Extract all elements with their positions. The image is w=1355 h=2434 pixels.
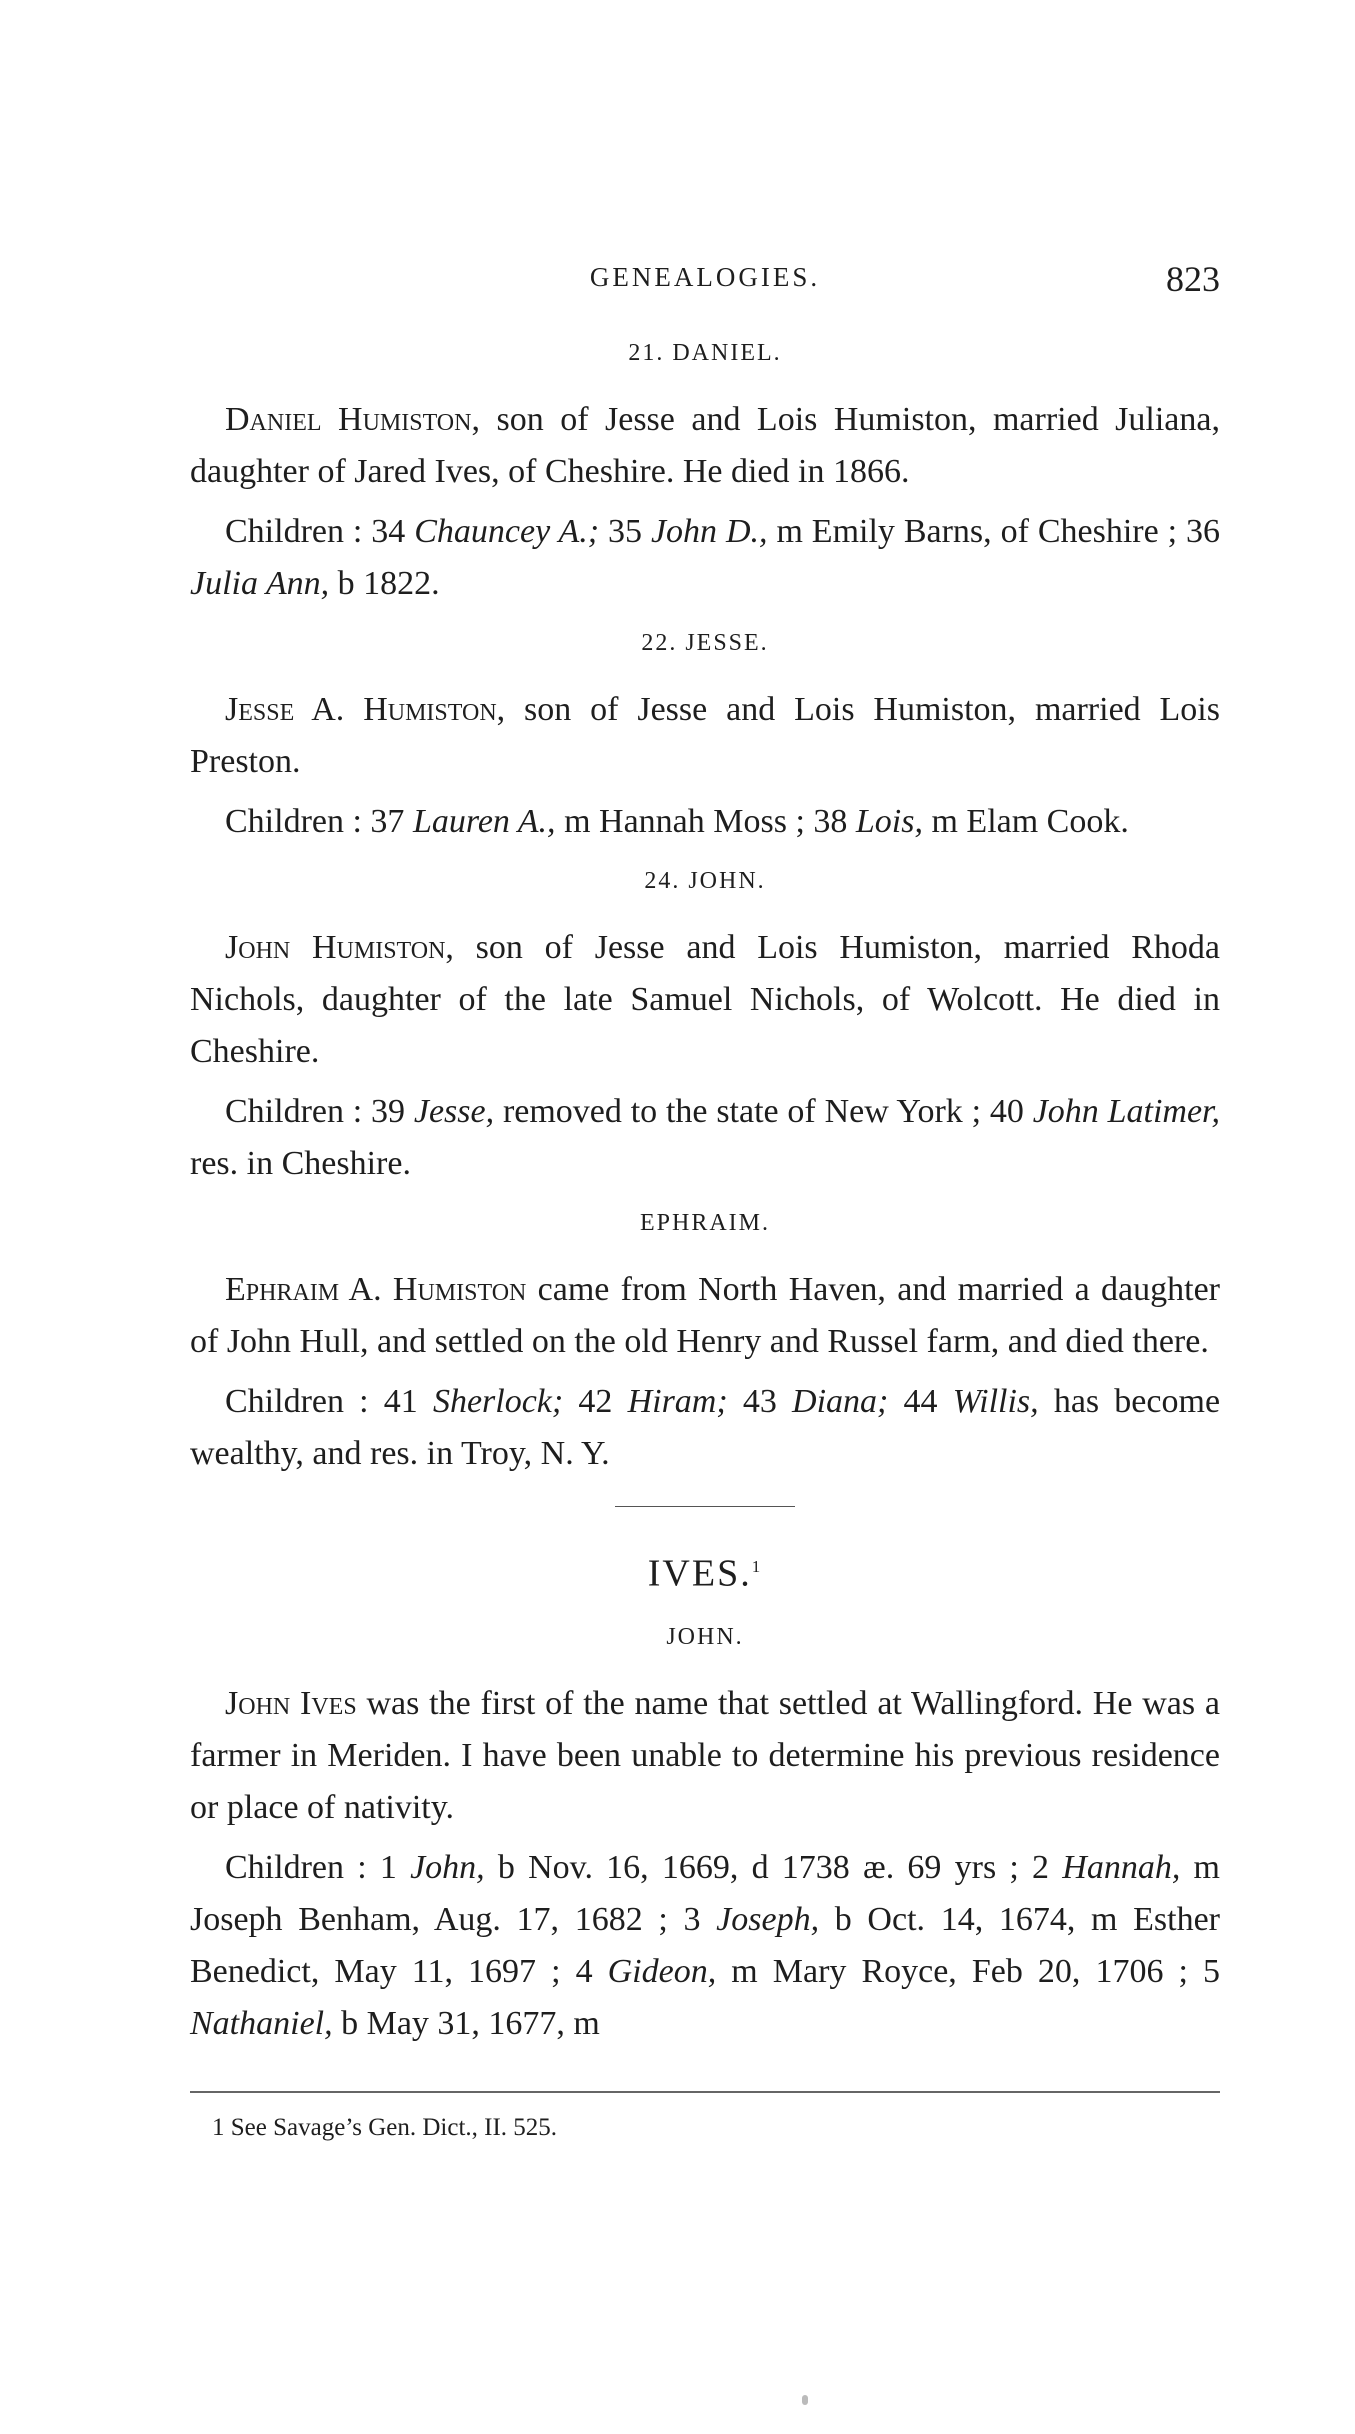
paragraph-jesse-children bbox=[190, 796, 1220, 848]
paragraph-text: son of Jesse and Lois Humiston, married Juliana, daughter of Jared Ives, of Cheshire. He died in 1866. bbox=[190, 401, 1220, 490]
page-number: 823 bbox=[1166, 259, 1220, 299]
footnote: 1 See Savage’s Gen. Dict., II. 525. bbox=[212, 2114, 558, 2141]
child-name: Hiram; bbox=[627, 1383, 728, 1420]
child-name: Gideon, bbox=[607, 1952, 717, 1990]
running-title: GENEALOGIES. bbox=[589, 262, 821, 292]
paragraph-daniel-children bbox=[190, 506, 1220, 610]
paragraph-daniel-bio bbox=[190, 394, 1220, 498]
running-head bbox=[190, 258, 1220, 302]
child-name: John Latimer, bbox=[1032, 1093, 1221, 1130]
text-run: b 1822. bbox=[329, 565, 440, 602]
text-run: Children : 34 bbox=[225, 513, 415, 550]
text-run: 44 bbox=[888, 1383, 953, 1420]
paragraph-text: was the first of the name that settled at Wallingford. He was a farmer in Meriden. I have been unable to determine his previous residence or place of nativity. bbox=[190, 1684, 1221, 1826]
child-name: Julia Ann, bbox=[190, 565, 330, 602]
family-heading-text: IVES. bbox=[647, 1552, 752, 1595]
text-run: b Oct. 14, 1674, m Esther Benedict, May 11, 1697 ; 4 bbox=[190, 1900, 1220, 1990]
child-name: Hannah, bbox=[1062, 1848, 1181, 1886]
child-name: Lois, bbox=[855, 803, 923, 840]
text-run: b Nov. 16, 1669, d 1738 æ. 69 yrs ; 2 bbox=[484, 1848, 1063, 1886]
child-name: Diana; bbox=[792, 1383, 889, 1420]
paragraph-ephraim-bio bbox=[190, 1264, 1220, 1368]
footnote-rule bbox=[190, 2091, 1220, 2093]
paragraph-text: son of Jesse and Lois Humiston, married Rhoda Nichols, daughter of the late Samuel Nichols, of Wolcott. He died in Cheshire. bbox=[190, 929, 1221, 1070]
child-name: Nathaniel, bbox=[190, 2004, 333, 2042]
child-name: Sherlock; bbox=[432, 1383, 564, 1420]
paragraph-ives-john-children bbox=[190, 1842, 1220, 2050]
section-divider bbox=[615, 1506, 795, 1507]
section-heading-ephraim: EPHRAIM. bbox=[639, 1210, 770, 1236]
child-name: John D., bbox=[650, 513, 768, 550]
person-name: Ephraim A. Humiston bbox=[225, 1271, 527, 1308]
text-run: m Mary Royce, Feb 20, 1706 ; 5 bbox=[716, 1952, 1220, 1990]
text-run: m Elam Cook. bbox=[922, 803, 1129, 840]
child-name: Chauncey A.; bbox=[414, 513, 600, 550]
text-run: res. in Cheshire. bbox=[190, 1145, 411, 1182]
text-run: 43 bbox=[727, 1383, 793, 1420]
child-name: Joseph, bbox=[716, 1900, 820, 1938]
paper-speck bbox=[802, 2395, 808, 2405]
footnote-reference: 1 bbox=[751, 1557, 763, 1576]
child-name: Jesse, bbox=[413, 1093, 495, 1130]
section-heading-john: 24. JOHN. bbox=[644, 868, 766, 894]
text-run: Children : 39 bbox=[225, 1093, 414, 1130]
section-heading-jesse: 22. JESSE. bbox=[641, 630, 769, 656]
section-heading-ives-john: JOHN. bbox=[666, 1623, 744, 1650]
text-run: has become wealthy, and res. in Troy, N. Y. bbox=[190, 1383, 1221, 1472]
paragraph-ives-john-bio bbox=[190, 1678, 1220, 1834]
text-run: m Hannah Moss ; 38 bbox=[555, 803, 856, 840]
paragraph-jesse-bio bbox=[190, 684, 1220, 788]
person-name: John Ives bbox=[225, 1684, 357, 1722]
body-text bbox=[190, 338, 1220, 2058]
paragraph-john-bio bbox=[190, 922, 1220, 1078]
person-name: Jesse A. Humiston, bbox=[225, 691, 506, 728]
text-run: m Joseph Benham, Aug. 17, 1682 ; 3 bbox=[190, 1848, 1220, 1938]
paragraph-john-children bbox=[190, 1086, 1220, 1190]
text-run: 42 bbox=[563, 1383, 628, 1420]
paragraph-ephraim-children bbox=[190, 1376, 1220, 1480]
text-run: 35 bbox=[599, 513, 651, 550]
child-name: John, bbox=[410, 1848, 485, 1886]
person-name: Daniel Humiston, bbox=[225, 401, 480, 438]
family-heading-ives bbox=[190, 1545, 1220, 1596]
child-name: Lauren A., bbox=[412, 803, 556, 840]
text-run: Children : 1 bbox=[225, 1848, 411, 1886]
text-run: Children : 41 bbox=[225, 1383, 433, 1420]
text-run: Children : 37 bbox=[225, 803, 413, 840]
child-name: Willis, bbox=[952, 1383, 1039, 1420]
paragraph-text: son of Jesse and Lois Humiston, married Lois Preston. bbox=[190, 691, 1220, 780]
text-run: removed to the state of New York ; 40 bbox=[494, 1093, 1033, 1130]
text-run: m Emily Barns, of Cheshire ; 36 bbox=[767, 513, 1220, 550]
section-heading-daniel: 21. DANIEL. bbox=[628, 340, 782, 366]
person-name: John Humiston, bbox=[225, 929, 454, 966]
text-run: b May 31, 1677, m bbox=[332, 2004, 600, 2042]
paragraph-text: came from North Haven, and married a daughter of John Hull, and settled on the old Henry and Russel farm, and died there. bbox=[190, 1271, 1220, 1360]
